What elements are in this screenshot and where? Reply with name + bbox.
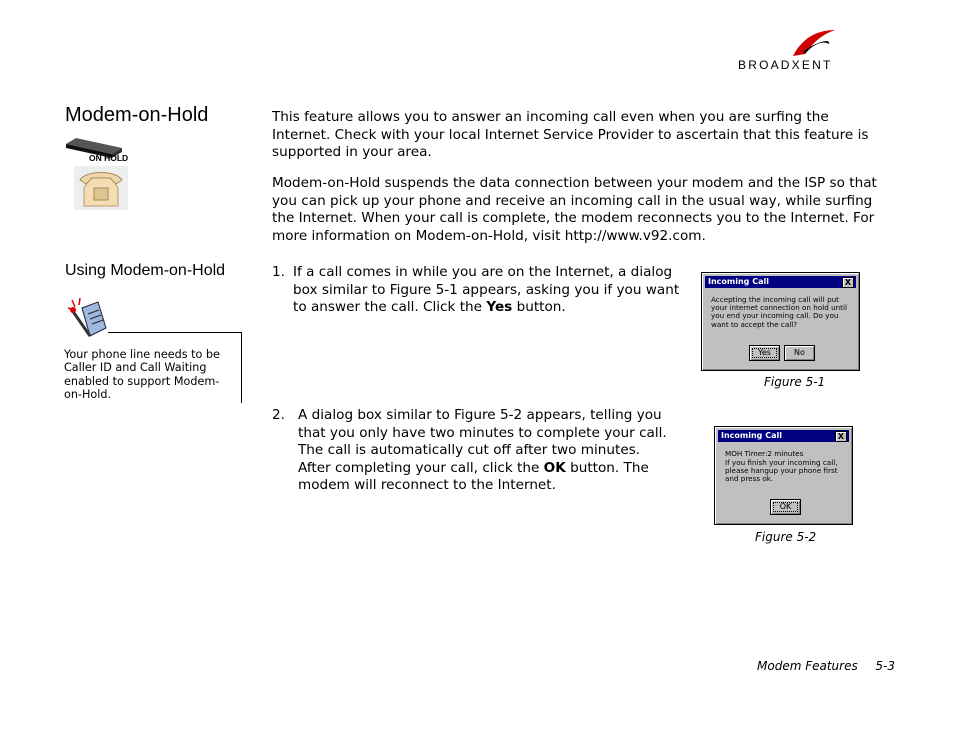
step-2-text-a: A dialog box similar to Figure 5-2 appears, telling you that you only have two minutes to complete your call. The call is automatically cut off after two minutes. After completing your call, click the [298, 407, 667, 476]
yes-button[interactable]: Yes [749, 345, 780, 361]
step-2-number: 2. [272, 407, 285, 423]
dialog-2-message-line-1: MOH Timer:2 minutes [725, 449, 804, 458]
close-icon[interactable]: X [835, 431, 847, 442]
incoming-call-dialog-1 [701, 272, 860, 371]
step-2-text-b: button. The modem will reconnect to the Internet. [298, 459, 649, 494]
dialog-2-titlebar [718, 430, 849, 442]
step-2 [272, 407, 677, 495]
figure-2-caption: Figure 5-2 [755, 530, 817, 544]
note-rule-top [108, 332, 242, 333]
step-2-bold: OK [543, 459, 566, 476]
close-icon[interactable]: X [842, 277, 854, 288]
section-title: Modem-on-Hold [65, 104, 209, 126]
step-1-bold: Yes [486, 299, 513, 316]
ok-button[interactable]: OK [770, 499, 801, 515]
modem-icon [66, 136, 136, 164]
subsection-title: Using Modem-on-Hold [65, 262, 226, 279]
figure-1-caption: Figure 5-1 [764, 375, 826, 389]
dialog-1-titlebar [705, 276, 856, 288]
note-icon [66, 298, 110, 344]
note-text: Your phone line needs to be Caller ID and Call Waiting enabled to support Modem-on-Hold. [64, 348, 220, 402]
step-1-text-b: button. [512, 299, 566, 316]
dialog-2-title: Incoming Call [721, 431, 782, 440]
page-number: 5-3 [875, 659, 895, 673]
no-button[interactable]: No [784, 345, 815, 361]
dialog-1-title: Incoming Call [708, 277, 769, 286]
intro-paragraph-2: Modem-on-Hold suspends the data connection between your modem and the ISP so that you can pick up your phone and receive an incoming call in the usual way, while surfing the Internet. When your call is complete, the modem reconnects you to the Internet. For more information on Modem-on-Hold, visit http://www.v92.com. [272, 175, 877, 244]
brand-logo [735, 28, 885, 74]
incoming-call-dialog-2 [714, 426, 853, 525]
footer-section: Modem Features [757, 659, 858, 673]
phone-icon [74, 166, 130, 212]
on-hold-label: ON HOLD [89, 153, 129, 163]
intro-paragraph-1: This feature allows you to answer an incoming call even when you are surfing the Internet. Check with your local Internet Service Provider to ascertain that this feature is supported in your area. [272, 109, 869, 161]
step-1 [272, 264, 682, 317]
note-rule-side [241, 332, 242, 403]
footer [757, 659, 895, 673]
step-1-text-a: If a call comes in while you are on the Internet, a dialog box similar to Figure 5-1 appears, asking you if you want to answer the call. Click the [293, 264, 680, 316]
brand-name: BROADXENT [738, 58, 833, 72]
dialog-1-message: Accepting the incoming call will put your internet connection on hold until you end your incoming call. Do you want to accept the call? [711, 295, 847, 329]
dialog-2-message-line-2: If you finish your incoming call, please hangup your phone first and press ok. [725, 458, 838, 484]
step-1-number: 1. [272, 264, 285, 280]
